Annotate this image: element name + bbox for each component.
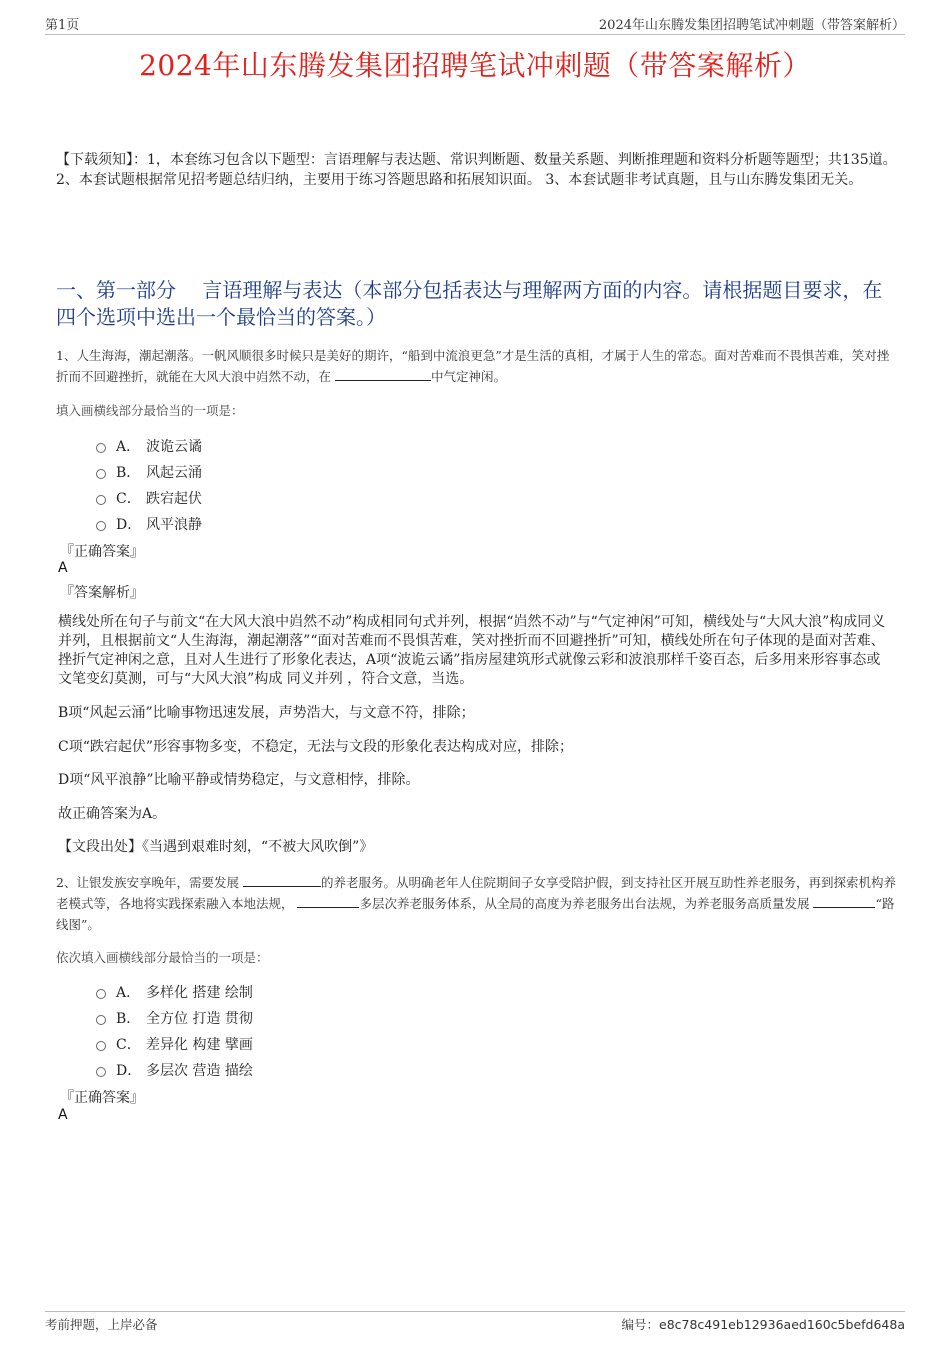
- option-b[interactable]: B． 全方位 打造 贯彻: [96, 1005, 253, 1031]
- radio-icon[interactable]: [96, 443, 106, 453]
- analysis-option-c: C项“跌宕起伏”形容事物多变，不稳定，无法与文段的形象化表达构成对应，排除；: [58, 739, 574, 755]
- correct-answer: A: [58, 560, 68, 576]
- section-heading: 一、第一部分 言语理解与表达（本部分包括表达与理解两方面的内容。请根据题目要求，在四个选项中选出一个最恰当的答案。）: [56, 278, 883, 329]
- question-2-options: [96, 979, 253, 1083]
- source: 【文段出处】《当遇到艰难时刻，“不被大风吹倒”》: [58, 839, 374, 855]
- correct-answer-label: 『正确答案』: [60, 1090, 144, 1106]
- document-title: 2024年山东腾发集团招聘笔试冲刺题（带答案解析）: [139, 49, 811, 82]
- radio-icon[interactable]: [96, 469, 106, 479]
- option-a[interactable]: A． 波诡云谲: [96, 433, 202, 459]
- option-a[interactable]: A． 多样化 搭建 绘制: [96, 979, 253, 1005]
- document-code: 编号：e8c78c491eb12936aed160c5befd648a: [621, 1317, 905, 1332]
- conclusion: 故正确答案为A。: [58, 806, 167, 822]
- analysis-option-b: B项“风起云涌”比喻事物迅速发展，声势浩大，与文意不符，排除；: [58, 705, 475, 721]
- radio-icon[interactable]: [96, 1041, 106, 1051]
- question-1-options: [96, 433, 202, 537]
- answer-blank: [243, 874, 321, 887]
- correct-answer-label: 『正确答案』: [60, 544, 144, 560]
- answer-blank: [335, 368, 431, 381]
- page-header: [45, 14, 905, 35]
- option-c[interactable]: C． 差异化 构建 擘画: [96, 1031, 253, 1057]
- analysis-paragraph: 横线处所在句子与前文“在大风大浪中岿然不动”构成相同句式并列，根据“岿然不动”与“气定神闲”可知，横线处与“大风大浪”构成同义并列，且根据前文“人生海海，潮起潮落”“面对苦难而不畏惧苦难，笑对挫折而不回避挫折”可知，横线处所在句子体现的是面对苦难、挫折气定神闲之意，且对人生进行了形象化表达，A项“波诡云谲”指房屋建筑形式就像云彩和波浪那样千姿百态，后多用来形容事态或文笔变幻莫测，可与“大风大浪”构成 同义并列 ，符合文意，当选。: [58, 614, 886, 687]
- question-1-prompt: 填入画横线部分最恰当的一项是：: [56, 403, 244, 418]
- question-1-text: 1、人生海海，潮起潮落。一帆风顺很多时候只是美好的期许，“船到中流浪更急”才是生活的真相，才属于人生的常态。面对苦难而不畏惧苦难，笑对挫折而不回避挫折，就能在大风大浪中岿然不动，在 中气定神闲。: [56, 348, 890, 384]
- option-c[interactable]: C． 跌宕起伏: [96, 485, 202, 511]
- radio-icon[interactable]: [96, 989, 106, 999]
- correct-answer: A: [58, 1107, 68, 1123]
- question-2-prompt: 依次填入画横线部分最恰当的一项是：: [56, 950, 269, 965]
- header-doc-title: 2024年山东腾发集团招聘笔试冲刺题（带答案解析）: [598, 18, 905, 33]
- page-footer: [45, 1311, 905, 1332]
- radio-icon[interactable]: [96, 495, 106, 505]
- answer-blank: [297, 895, 359, 908]
- option-b[interactable]: B． 风起云涌: [96, 459, 202, 485]
- analysis-option-d: D项“风平浪静”比喻平静或情势稳定，与文意相悖，排除。: [58, 772, 420, 788]
- option-d[interactable]: D． 多层次 营造 描绘: [96, 1057, 253, 1083]
- radio-icon[interactable]: [96, 521, 106, 531]
- question-2-text: 2、让银发族安享晚年，需要发展 的养老服务。从明确老年人住院期间子女享受陪护假，到支持社区开展互助性养老服务，再到探索机构养老模式等，各地将实践探索融入本地法规， 多层次养老服务体系，从全局的高度为养老服务出台法规，为养老服务高质量发展 “路线图”。: [56, 875, 896, 932]
- analysis-label: 『答案解析』: [60, 585, 144, 601]
- radio-icon[interactable]: [96, 1067, 106, 1077]
- answer-blank: [813, 895, 875, 908]
- download-notice: 【下载须知】：1，本套练习包含以下题型：言语理解与表达题、常识判断题、数量关系题、判断推理题和资料分析题等题型；共135道。 2、本套试题根据常见招考题总结归纳，主要用于练习答题思路和拓展知识面。 3、本套试题非考试真题，且与山东腾发集团无关。: [56, 152, 897, 188]
- radio-icon[interactable]: [96, 1015, 106, 1025]
- page-number: 第1页: [45, 18, 80, 33]
- option-d[interactable]: D． 风平浪静: [96, 511, 202, 537]
- footer-slogan: 考前押题，上岸必备: [45, 1317, 158, 1332]
